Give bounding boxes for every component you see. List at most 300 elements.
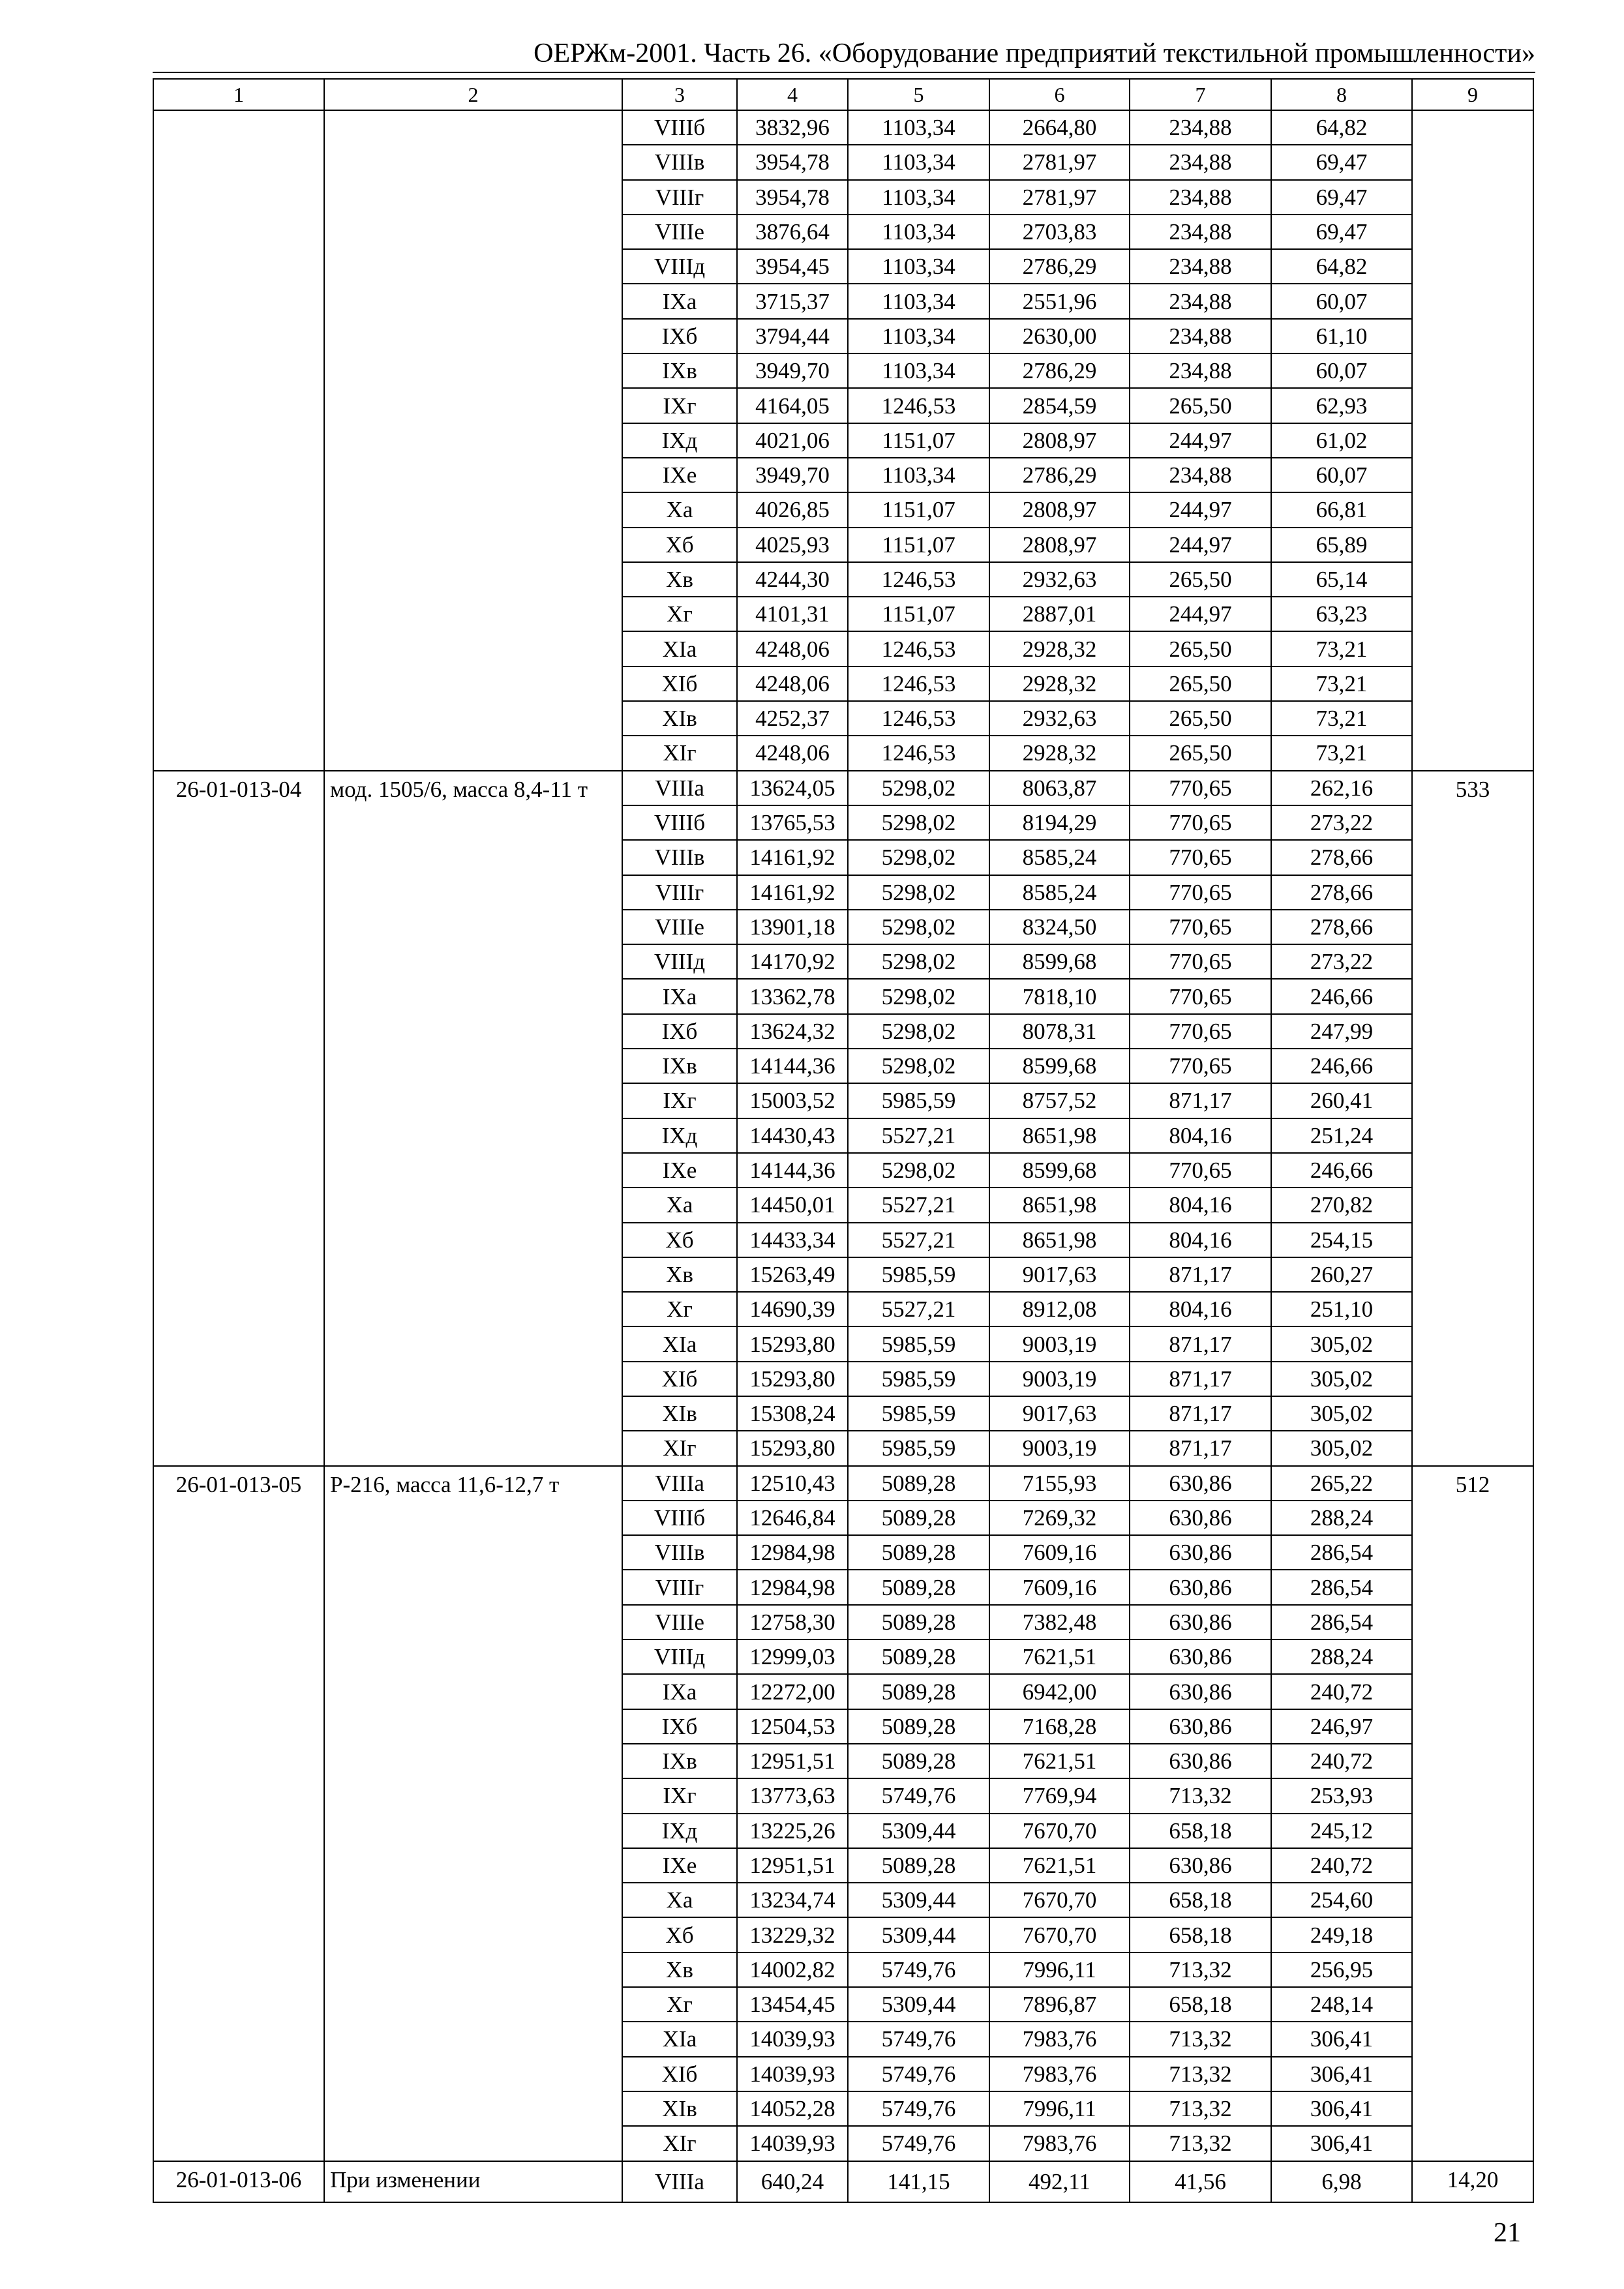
wages: 5985,59 [848,1083,989,1118]
machinist-wages: 234,88 [1130,110,1271,145]
wages: 5089,28 [848,1674,989,1709]
item-code: 26-01-013-06 [153,2161,324,2202]
wages: 5749,76 [848,1952,989,1987]
materials: 288,24 [1271,1501,1412,1535]
wages: 1246,53 [848,388,989,423]
region-zone: XIв [622,701,737,736]
machine-operation: 7621,51 [989,1639,1130,1674]
machine-operation: 6942,00 [989,1674,1130,1709]
machinist-wages: 630,86 [1130,1605,1271,1639]
table-body [153,110,1533,2202]
region-zone: VIIIг [622,1570,737,1604]
machine-operation: 2808,97 [989,528,1130,562]
materials: 262,16 [1271,771,1412,805]
materials: 73,21 [1271,666,1412,701]
machinist-wages: 871,17 [1130,1396,1271,1431]
machine-operation: 8063,87 [989,771,1130,805]
machine-operation: 7609,16 [989,1535,1130,1570]
materials: 240,72 [1271,1848,1412,1883]
region-zone: VIIIг [622,875,737,910]
machine-operation: 2786,29 [989,249,1130,284]
region-zone: IXд [622,1814,737,1848]
wages: 5089,28 [848,1709,989,1744]
wages: 5298,02 [848,944,989,979]
materials: 64,82 [1271,249,1412,284]
machine-operation: 7621,51 [989,1848,1130,1883]
region-zone: Xа [622,492,737,527]
materials: 248,14 [1271,1987,1412,2022]
region-zone: IXб [622,1014,737,1049]
machinist-wages: 871,17 [1130,1257,1271,1292]
column-number: 2 [324,79,622,110]
total-cost: 12758,30 [737,1605,848,1639]
wages: 1151,07 [848,528,989,562]
total-cost: 3954,78 [737,180,848,215]
machinist-wages: 770,65 [1130,910,1271,944]
materials: 246,66 [1271,1153,1412,1188]
wages: 5309,44 [848,1917,989,1952]
total-cost: 14052,28 [737,2091,848,2126]
materials: 265,22 [1271,1466,1412,1501]
wages: 5089,28 [848,1744,989,1778]
machine-operation: 7269,32 [989,1501,1130,1535]
total-cost: 14450,01 [737,1188,848,1222]
machine-operation: 2781,97 [989,180,1130,215]
materials: 306,41 [1271,2057,1412,2091]
materials: 61,10 [1271,319,1412,353]
machine-operation: 2703,83 [989,215,1130,249]
materials: 306,41 [1271,2091,1412,2126]
wages: 5985,59 [848,1257,989,1292]
total-cost: 12999,03 [737,1639,848,1674]
total-cost: 13765,53 [737,805,848,840]
materials: 273,22 [1271,944,1412,979]
wages: 5985,59 [848,1396,989,1431]
machinist-wages: 234,88 [1130,353,1271,388]
item-description: мод. 1505/6, масса 8,4-11 т [324,771,622,1466]
materials: 260,41 [1271,1083,1412,1118]
machinist-wages: 234,88 [1130,249,1271,284]
region-zone: XIб [622,2057,737,2091]
machinist-wages: 234,88 [1130,284,1271,318]
wages: 1103,34 [848,319,989,353]
region-zone: XIб [622,666,737,701]
total-cost: 12951,51 [737,1744,848,1778]
machinist-wages: 234,88 [1130,145,1271,179]
machine-operation: 8599,68 [989,1049,1130,1083]
machine-operation: 7155,93 [989,1466,1130,1501]
region-zone: IXе [622,1848,737,1883]
wages: 1246,53 [848,631,989,666]
wages: 5749,76 [848,1778,989,1813]
region-zone: VIIIг [622,180,737,215]
materials: 251,10 [1271,1292,1412,1326]
region-zone: Xа [622,1188,737,1222]
machine-operation: 8599,68 [989,944,1130,979]
total-cost: 14170,92 [737,944,848,979]
machinist-wages: 713,32 [1130,1778,1271,1813]
wages: 5089,28 [848,1535,989,1570]
total-cost: 13454,45 [737,1987,848,2022]
total-cost: 3954,78 [737,145,848,179]
wages: 5749,76 [848,2022,989,2056]
total-cost: 3876,64 [737,215,848,249]
materials: 278,66 [1271,910,1412,944]
machinist-wages: 630,86 [1130,1639,1271,1674]
machinist-wages: 770,65 [1130,771,1271,805]
machinist-wages: 630,86 [1130,1466,1271,1501]
table-row [153,2161,1533,2202]
materials: 66,81 [1271,492,1412,527]
materials: 240,72 [1271,1744,1412,1778]
table-row [153,110,1533,145]
region-zone: IXа [622,979,737,1013]
column-number: 7 [1130,79,1271,110]
materials: 63,23 [1271,597,1412,631]
table-row [153,1466,1533,1501]
machinist-wages: 658,18 [1130,1814,1271,1848]
wages: 5298,02 [848,910,989,944]
machinist-wages: 770,65 [1130,805,1271,840]
machine-operation: 2808,97 [989,492,1130,527]
machine-operation: 2786,29 [989,353,1130,388]
wages: 1151,07 [848,423,989,458]
item-code: 26-01-013-05 [153,1466,324,2161]
total-cost: 4101,31 [737,597,848,631]
machine-operation: 7168,28 [989,1709,1130,1744]
machine-operation: 8757,52 [989,1083,1130,1118]
labor-cost: 14,20 [1412,2161,1533,2202]
machine-operation: 492,11 [989,2161,1130,2202]
labor-cost: 512 [1412,1466,1533,2161]
machine-operation: 2928,32 [989,736,1130,770]
region-zone: Xб [622,1223,737,1257]
total-cost: 14039,93 [737,2057,848,2091]
materials: 305,02 [1271,1326,1412,1361]
region-zone: VIIIд [622,1639,737,1674]
machinist-wages: 658,18 [1130,1917,1271,1952]
total-cost: 12272,00 [737,1674,848,1709]
total-cost: 14690,39 [737,1292,848,1326]
total-cost: 4021,06 [737,423,848,458]
materials: 6,98 [1271,2161,1412,2202]
item-code: 26-01-013-04 [153,771,324,1466]
machinist-wages: 713,32 [1130,2057,1271,2091]
region-zone: VIIIв [622,145,737,179]
total-cost: 12646,84 [737,1501,848,1535]
wages: 5309,44 [848,1987,989,2022]
total-cost: 13773,63 [737,1778,848,1813]
wages: 1103,34 [848,284,989,318]
wages: 5298,02 [848,1014,989,1049]
wages: 5749,76 [848,2057,989,2091]
materials: 306,41 [1271,2022,1412,2056]
wages: 1246,53 [848,736,989,770]
region-zone: VIIIе [622,910,737,944]
region-zone: Xг [622,597,737,631]
region-zone: IXв [622,353,737,388]
wages: 5089,28 [848,1501,989,1535]
materials: 278,66 [1271,840,1412,875]
total-cost: 3715,37 [737,284,848,318]
wages: 1103,34 [848,215,989,249]
total-cost: 4026,85 [737,492,848,527]
total-cost: 13624,05 [737,771,848,805]
materials: 260,27 [1271,1257,1412,1292]
materials: 253,93 [1271,1778,1412,1813]
region-zone: VIIIе [622,215,737,249]
running-header [153,35,1535,73]
materials: 288,24 [1271,1639,1412,1674]
materials: 254,60 [1271,1883,1412,1917]
machinist-wages: 713,32 [1130,2022,1271,2056]
wages: 5298,02 [848,979,989,1013]
region-zone: VIIIд [622,249,737,284]
machine-operation: 9003,19 [989,1362,1130,1396]
total-cost: 13901,18 [737,910,848,944]
machine-operation: 7670,70 [989,1917,1130,1952]
machinist-wages: 630,86 [1130,1674,1271,1709]
wages: 5298,02 [848,805,989,840]
item-description [324,110,622,771]
item-code [153,110,324,771]
machinist-wages: 630,86 [1130,1570,1271,1604]
region-zone: XIв [622,2091,737,2126]
machinist-wages: 234,88 [1130,180,1271,215]
total-cost: 15293,80 [737,1431,848,1465]
machinist-wages: 713,32 [1130,2126,1271,2161]
machinist-wages: 234,88 [1130,319,1271,353]
table-row [153,771,1533,805]
machine-operation: 9003,19 [989,1431,1130,1465]
total-cost: 3949,70 [737,458,848,492]
machine-operation: 7670,70 [989,1883,1130,1917]
column-number: 3 [622,79,737,110]
machinist-wages: 871,17 [1130,1431,1271,1465]
region-zone: VIIIб [622,110,737,145]
machine-operation: 2928,32 [989,631,1130,666]
machinist-wages: 630,86 [1130,1744,1271,1778]
wages: 5298,02 [848,771,989,805]
machine-operation: 2664,80 [989,110,1130,145]
region-zone: VIIIв [622,840,737,875]
machinist-wages: 244,97 [1130,492,1271,527]
materials: 73,21 [1271,736,1412,770]
total-cost: 15293,80 [737,1326,848,1361]
machine-operation: 8599,68 [989,1153,1130,1188]
region-zone: IXд [622,1118,737,1153]
region-zone: Xг [622,1987,737,2022]
machine-operation: 7896,87 [989,1987,1130,2022]
machine-operation: 8324,50 [989,910,1130,944]
wages: 5527,21 [848,1118,989,1153]
total-cost: 14144,36 [737,1049,848,1083]
machine-operation: 8912,08 [989,1292,1130,1326]
machine-operation: 2932,63 [989,562,1130,597]
materials: 249,18 [1271,1917,1412,1952]
machine-operation: 2630,00 [989,319,1130,353]
materials: 65,89 [1271,528,1412,562]
machinist-wages: 265,50 [1130,736,1271,770]
wages: 5985,59 [848,1362,989,1396]
region-zone: Xа [622,1883,737,1917]
machinist-wages: 265,50 [1130,388,1271,423]
machine-operation: 9017,63 [989,1257,1130,1292]
machine-operation: 7983,76 [989,2057,1130,2091]
machine-operation: 9017,63 [989,1396,1130,1431]
materials: 305,02 [1271,1362,1412,1396]
wages: 5298,02 [848,875,989,910]
materials: 306,41 [1271,2126,1412,2161]
machinist-wages: 630,86 [1130,1501,1271,1535]
wages: 5298,02 [848,840,989,875]
machinist-wages: 804,16 [1130,1188,1271,1222]
machinist-wages: 804,16 [1130,1292,1271,1326]
machinist-wages: 770,65 [1130,1153,1271,1188]
machine-operation: 2854,59 [989,388,1130,423]
region-zone: VIIIв [622,1535,737,1570]
wages: 5089,28 [848,1570,989,1604]
wages: 1103,34 [848,180,989,215]
machine-operation: 2786,29 [989,458,1130,492]
total-cost: 3794,44 [737,319,848,353]
machinist-wages: 658,18 [1130,1987,1271,2022]
total-cost: 12510,43 [737,1466,848,1501]
materials: 247,99 [1271,1014,1412,1049]
region-zone: IXа [622,1674,737,1709]
wages: 1103,34 [848,145,989,179]
item-description: При изменении [324,2161,622,2202]
total-cost: 4248,06 [737,736,848,770]
materials: 61,02 [1271,423,1412,458]
materials: 69,47 [1271,180,1412,215]
wages: 5298,02 [848,1049,989,1083]
wages: 1103,34 [848,110,989,145]
wages: 5527,21 [848,1188,989,1222]
total-cost: 3949,70 [737,353,848,388]
total-cost: 14433,34 [737,1223,848,1257]
column-number: 1 [153,79,324,110]
machinist-wages: 630,86 [1130,1709,1271,1744]
labor-cost: 533 [1412,771,1533,1466]
materials: 278,66 [1271,875,1412,910]
materials: 65,14 [1271,562,1412,597]
machine-operation: 8585,24 [989,875,1130,910]
materials: 270,82 [1271,1188,1412,1222]
machine-operation: 9003,19 [989,1326,1130,1361]
total-cost: 13229,32 [737,1917,848,1952]
wages: 5089,28 [848,1605,989,1639]
region-zone: VIIIе [622,1605,737,1639]
region-zone: VIIIд [622,944,737,979]
wages: 5298,02 [848,1153,989,1188]
total-cost: 14161,92 [737,840,848,875]
wages: 5309,44 [848,1883,989,1917]
materials: 60,07 [1271,353,1412,388]
wages: 141,15 [848,2161,989,2202]
total-cost: 14039,93 [737,2022,848,2056]
machine-operation: 7769,94 [989,1778,1130,1813]
total-cost: 14002,82 [737,1952,848,1987]
total-cost: 13624,32 [737,1014,848,1049]
total-cost: 4164,05 [737,388,848,423]
wages: 1103,34 [848,249,989,284]
total-cost: 13225,26 [737,1814,848,1848]
machinist-wages: 630,86 [1130,1535,1271,1570]
total-cost: 13362,78 [737,979,848,1013]
machine-operation: 7670,70 [989,1814,1130,1848]
total-cost: 14430,43 [737,1118,848,1153]
machinist-wages: 244,97 [1130,597,1271,631]
materials: 69,47 [1271,215,1412,249]
machine-operation: 2928,32 [989,666,1130,701]
region-zone: XIа [622,2022,737,2056]
total-cost: 4248,06 [737,631,848,666]
materials: 273,22 [1271,805,1412,840]
machine-operation: 2932,63 [989,701,1130,736]
region-zone: IXе [622,458,737,492]
materials: 73,21 [1271,631,1412,666]
total-cost: 13234,74 [737,1883,848,1917]
total-cost: 640,24 [737,2161,848,2202]
materials: 73,21 [1271,701,1412,736]
region-zone: Xб [622,1917,737,1952]
region-zone: Xг [622,1292,737,1326]
materials: 64,82 [1271,110,1412,145]
materials: 305,02 [1271,1431,1412,1465]
total-cost: 4252,37 [737,701,848,736]
total-cost: 14144,36 [737,1153,848,1188]
total-cost: 14039,93 [737,2126,848,2161]
region-zone: Xв [622,562,737,597]
machinist-wages: 770,65 [1130,1014,1271,1049]
region-zone: IXа [622,284,737,318]
total-cost: 14161,92 [737,875,848,910]
total-cost: 4244,30 [737,562,848,597]
wages: 5089,28 [848,1639,989,1674]
total-cost: 12984,98 [737,1535,848,1570]
region-zone: VIIIа [622,771,737,805]
materials: 62,93 [1271,388,1412,423]
machine-operation: 7818,10 [989,979,1130,1013]
total-cost: 12984,98 [737,1570,848,1604]
total-cost: 4248,06 [737,666,848,701]
machine-operation: 2551,96 [989,284,1130,318]
total-cost: 15003,52 [737,1083,848,1118]
machinist-wages: 770,65 [1130,875,1271,910]
column-number: 9 [1412,79,1533,110]
materials: 60,07 [1271,458,1412,492]
machinist-wages: 265,50 [1130,631,1271,666]
wages: 1246,53 [848,701,989,736]
machinist-wages: 234,88 [1130,458,1271,492]
materials: 305,02 [1271,1396,1412,1431]
machinist-wages: 265,50 [1130,666,1271,701]
region-zone: IXг [622,388,737,423]
total-cost: 12504,53 [737,1709,848,1744]
materials: 246,97 [1271,1709,1412,1744]
machinist-wages: 265,50 [1130,701,1271,736]
region-zone: IXг [622,1083,737,1118]
wages: 1151,07 [848,492,989,527]
wages: 5985,59 [848,1431,989,1465]
machine-operation: 8651,98 [989,1188,1130,1222]
column-number: 6 [989,79,1130,110]
machine-operation: 7983,76 [989,2126,1130,2161]
materials: 286,54 [1271,1570,1412,1604]
page-number: 21 [1494,2218,1521,2248]
price-table [153,78,1534,2203]
